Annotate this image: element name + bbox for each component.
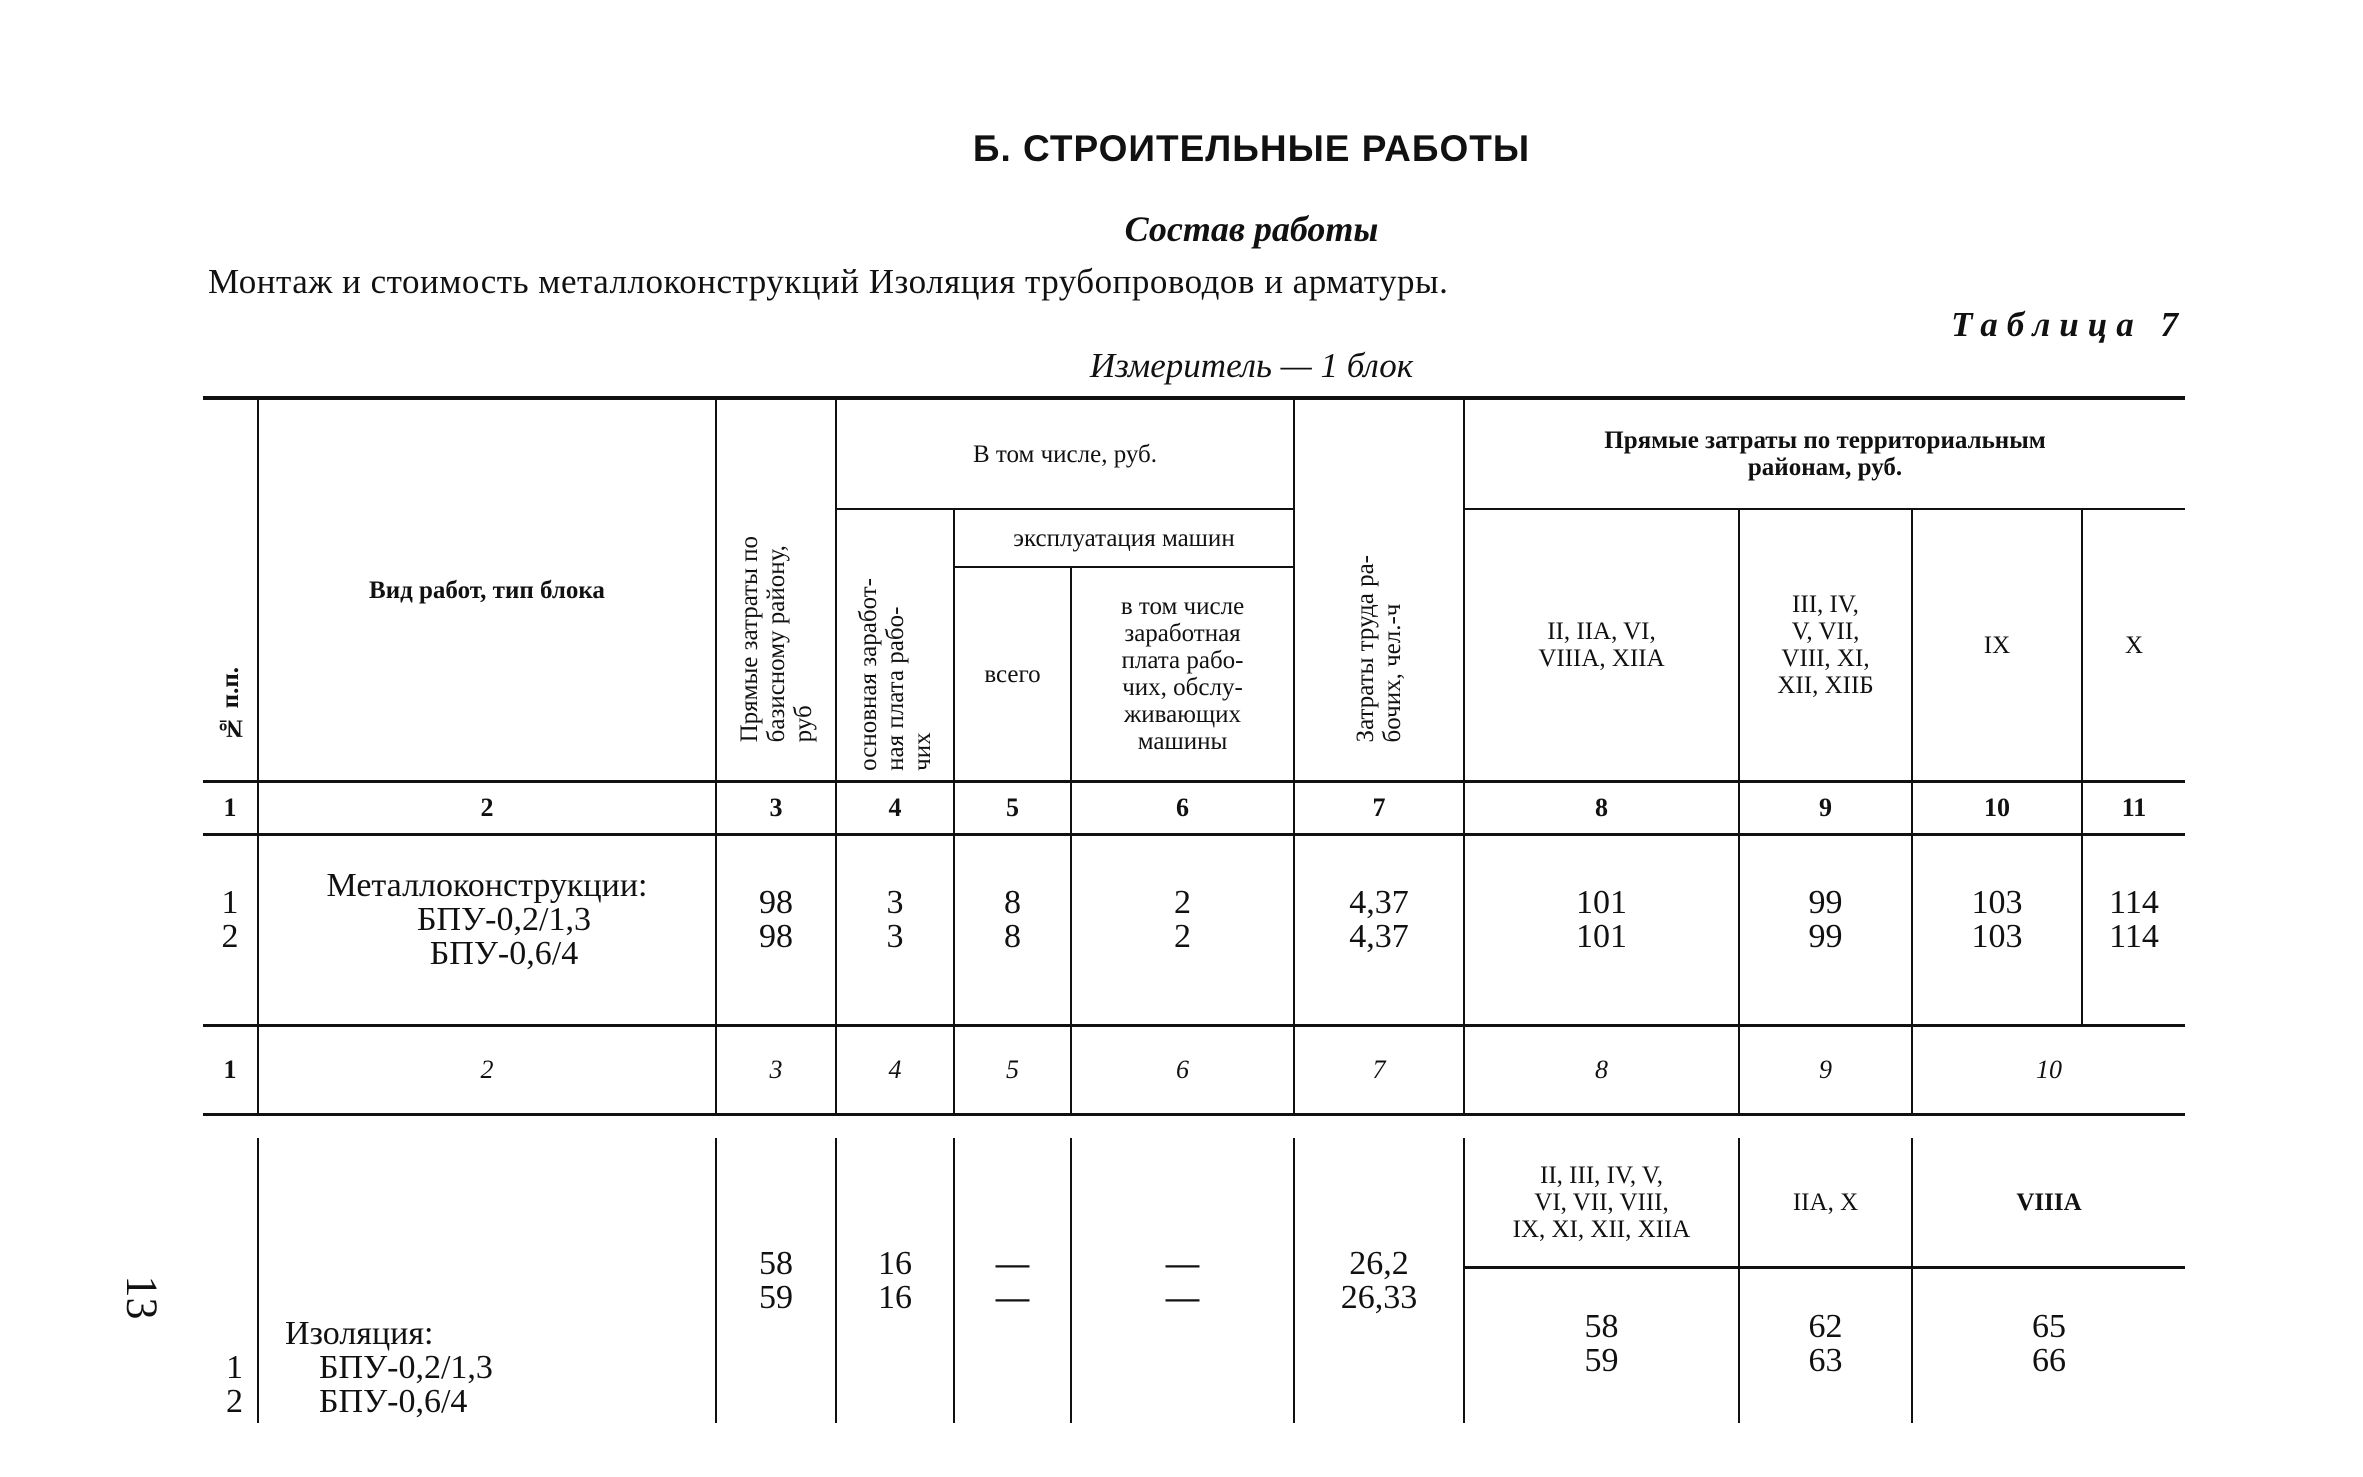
cell-value: — [995, 1278, 1030, 1317]
spacer [203, 1115, 2185, 1139]
block-type: БПУ-0,6/4 [319, 1383, 468, 1420]
cell-value: 99 [1808, 918, 1843, 955]
col-number: 3 [716, 782, 836, 835]
cell-value: 62 [1808, 1308, 1843, 1345]
cell-value: 26,33 [1340, 1278, 1418, 1316]
col-number: 4 [836, 782, 954, 835]
iso-region-3: VIIIA [1912, 1138, 2185, 1268]
cell-value: 59 [759, 1278, 793, 1316]
cell-value: 65 [2032, 1308, 2067, 1345]
cell-value: 101 [1576, 918, 1627, 955]
col-number: 10 [1912, 1026, 2185, 1115]
col-number: 6 [1071, 1026, 1294, 1115]
group-label-isolation: Изоляция: [285, 1315, 434, 1352]
col-number: 8 [1464, 782, 1739, 835]
metal-c4 [836, 835, 954, 1026]
cell-value: 59 [1584, 1342, 1619, 1379]
page-number: 13 [117, 1275, 167, 1320]
cell-value: 8 [1004, 918, 1021, 955]
header-direct-costs-base-text: Прямые затраты по базисному району, руб [735, 535, 817, 742]
cost-table [203, 396, 2185, 1423]
col-number: 1 [203, 1026, 258, 1115]
metal-c9 [1739, 835, 1912, 1026]
iso-c4 [836, 1138, 954, 1423]
cell-value: 16 [878, 1278, 912, 1316]
row-number: 2 [221, 918, 239, 955]
iso-c5 [954, 1138, 1071, 1423]
block-type: БПУ-0,2/1,3 [319, 1349, 493, 1386]
col-number: 1 [203, 782, 258, 835]
metal-c6 [1071, 835, 1294, 1026]
col-number: 5 [954, 1026, 1071, 1115]
cell-value: 3 [886, 918, 904, 955]
unit-line: Измеритель — 1 блок [1089, 346, 1414, 385]
cell-value: 2 [1174, 918, 1191, 955]
col-number: 2 [258, 1026, 716, 1115]
header-direct-costs-base [716, 398, 836, 782]
cell-value: 4,37 [1349, 884, 1409, 921]
header-incl-wage: в том числе заработная плата рабо- чих, обслу- живающих машины [1071, 567, 1294, 782]
cell-value: 58 [1584, 1308, 1619, 1345]
header-machine-operation: эксплуатация машин [954, 509, 1294, 567]
cell-value: 103 [1971, 884, 2023, 921]
header-direct-costs-regions: Прямые затраты по территориальным районам, руб. [1464, 398, 2185, 509]
header-labor-costs-text: Затраты труда ра- бочих, чел.-ч [1352, 554, 1406, 742]
metal-c5 [954, 835, 1071, 1026]
col-number: 6 [1071, 782, 1294, 835]
col-number: 4 [836, 1026, 954, 1115]
header-region-3: IX [1912, 509, 2082, 782]
col-number: 5 [954, 782, 1071, 835]
col-number: 9 [1739, 1026, 1912, 1115]
cell-value: 101 [1576, 884, 1627, 921]
header-basic-wage-text: основная заработ- ная плата рабо- чих [854, 578, 936, 771]
header-num-text: № п.п. [216, 667, 244, 742]
composition-text: Монтаж и стоимость металлоконструкций Изоляция трубопроводов и арматуры. [208, 262, 1449, 301]
block-type: БПУ-0,6/4 [429, 935, 579, 972]
header-num [203, 398, 258, 782]
header-basic-wage [836, 509, 954, 782]
cell-value: 114 [2109, 884, 2159, 921]
header-including: В том числе, руб. [836, 398, 1294, 509]
cell-value: — [995, 1244, 1030, 1283]
metal-work-types [258, 835, 716, 1026]
cell-value: 8 [1004, 884, 1021, 921]
iso-c8 [1464, 1268, 1739, 1424]
header-region-2: III, IV, V, VII, VIII, XI, XII, XIIБ [1739, 509, 1912, 782]
cell-value: 98 [759, 884, 793, 921]
cell-value: 98 [759, 918, 793, 955]
iso-row-numbers [203, 1138, 258, 1423]
cell-value: 114 [2109, 918, 2159, 955]
metal-c10 [1912, 835, 2082, 1026]
col-number: 9 [1739, 782, 1912, 835]
header-region-1: II, IIA, VI, VIIIA, XIIA [1464, 509, 1739, 782]
header-work-type: Вид работ, тип блока [258, 398, 716, 782]
col-number: 11 [2082, 782, 2185, 835]
iso-work-types [258, 1138, 716, 1423]
iso-c9 [1739, 1268, 1912, 1424]
iso-c10 [1912, 1268, 2185, 1424]
metal-c8 [1464, 835, 1739, 1026]
metal-c7 [1294, 835, 1464, 1026]
iso-c6 [1071, 1138, 1294, 1423]
group-label-metal: Металлоконструкции: [326, 867, 648, 904]
cell-value: 16 [878, 1244, 912, 1282]
cell-value: 58 [759, 1244, 793, 1282]
col-number: 2 [258, 782, 716, 835]
composition-title: Состав работы [1124, 209, 1379, 249]
metal-c3 [716, 835, 836, 1026]
col-number: 7 [1294, 782, 1464, 835]
cell-value: 2 [1174, 884, 1191, 921]
row-number: 2 [226, 1383, 243, 1420]
header-total: всего [954, 567, 1071, 782]
cell-value: 66 [2032, 1342, 2067, 1379]
col-number: 3 [716, 1026, 836, 1115]
cell-value: 3 [886, 884, 904, 921]
header-labor-costs [1294, 398, 1464, 782]
metal-row-numbers [203, 835, 258, 1026]
cell-value: 99 [1808, 884, 1843, 921]
cell-value: — [1165, 1244, 1200, 1283]
cell-value: — [1165, 1278, 1200, 1317]
cell-value: 103 [1971, 918, 2023, 955]
cell-value: 63 [1808, 1342, 1843, 1379]
col-number: 8 [1464, 1026, 1739, 1115]
row-number: 1 [221, 884, 239, 921]
iso-c7 [1294, 1138, 1464, 1423]
cell-value: 4,37 [1349, 918, 1409, 955]
section-heading: Б. СТРОИТЕЛЬНЫЕ РАБОТЫ [972, 128, 1531, 169]
table-caption: Таблица 7 [1951, 305, 2187, 344]
iso-region-2: IIA, X [1739, 1138, 1912, 1268]
cell-value: 26,2 [1349, 1244, 1409, 1282]
col-number: 7 [1294, 1026, 1464, 1115]
metal-c11 [2082, 835, 2185, 1026]
block-type: БПУ-0,2/1,3 [417, 901, 591, 938]
col-number: 10 [1912, 782, 2082, 835]
iso-region-1: II, III, IV, V, VI, VII, VIII, IX, XI, XII, XIIA [1464, 1138, 1739, 1268]
iso-c3 [716, 1138, 836, 1423]
row-number: 1 [226, 1349, 243, 1386]
header-region-4: X [2082, 509, 2185, 782]
